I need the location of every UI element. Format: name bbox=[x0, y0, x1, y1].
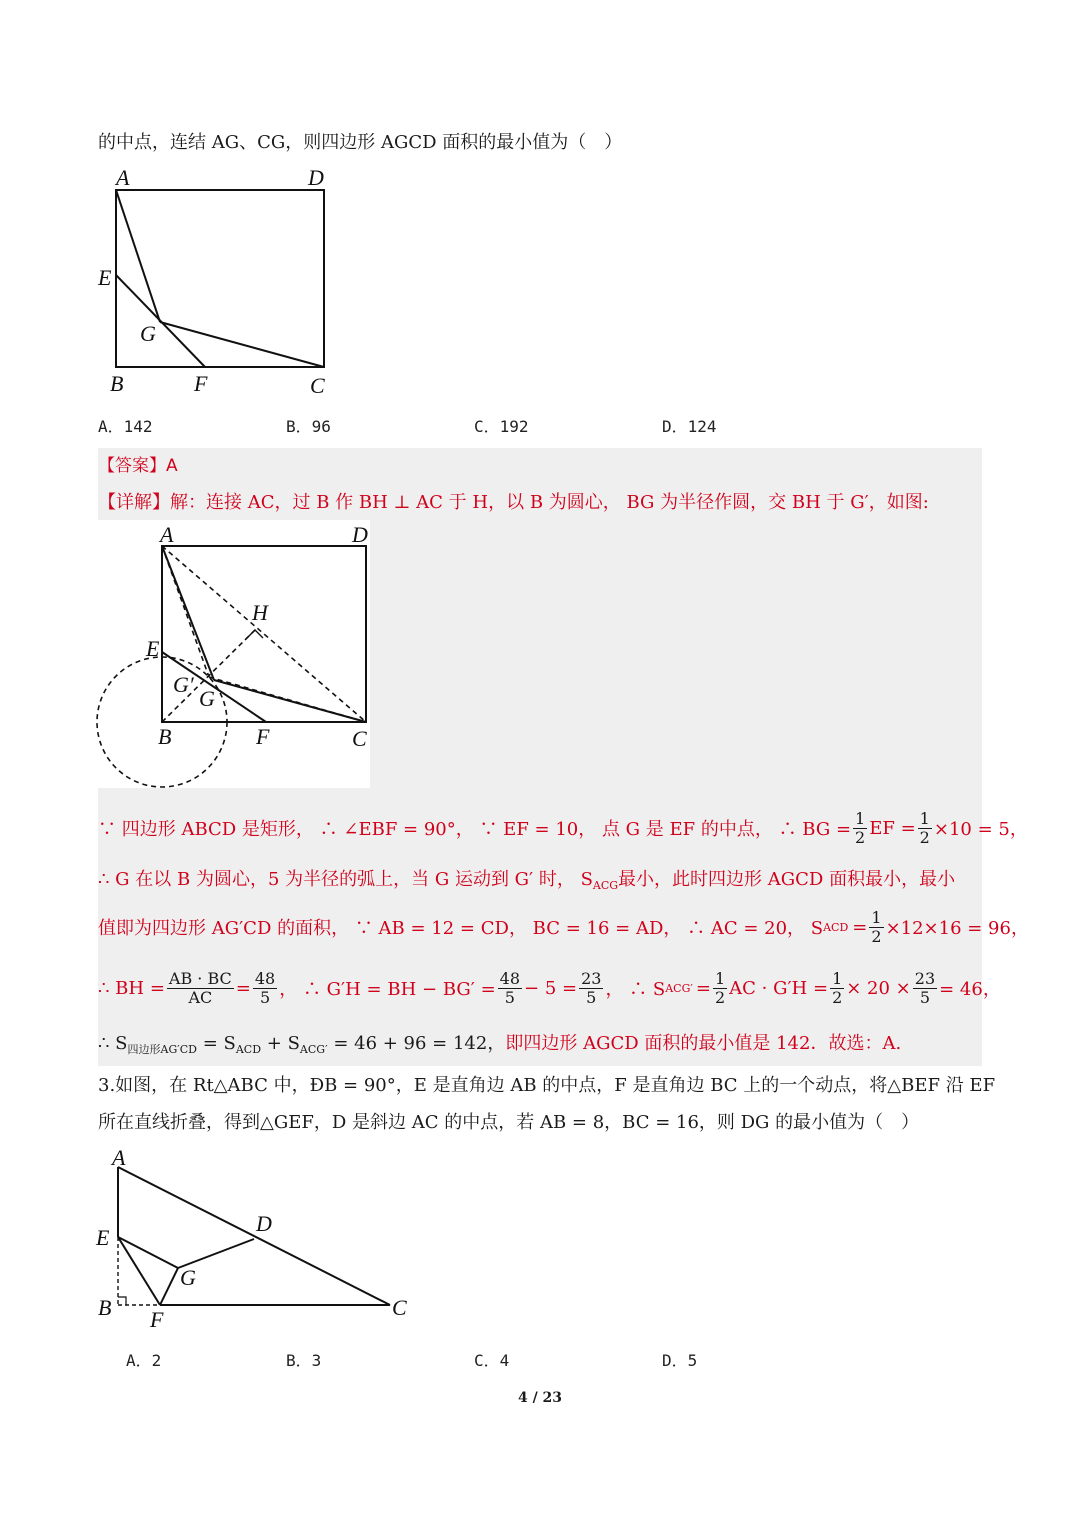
q2-label-d: D bbox=[308, 165, 324, 190]
sol-label-f: F bbox=[256, 724, 270, 749]
sol-l4-eq: = bbox=[235, 977, 251, 999]
q2-figure bbox=[90, 165, 350, 405]
sol-l4-frac-3b: $\frac{23}{5}$ bbox=[914, 968, 936, 1007]
q2-option-a[interactable]: A．142 bbox=[98, 417, 153, 436]
q3-label-d: D bbox=[256, 1211, 272, 1236]
sol-label-a: A bbox=[160, 522, 174, 547]
sol-label-d: D bbox=[352, 522, 368, 547]
q3-option-a[interactable]: A．2 bbox=[126, 1351, 162, 1370]
sol-l4-frac-1: $\frac{AB \cdot BC}{AC}$ bbox=[168, 968, 232, 1007]
sol-l5-sub2: ACD bbox=[235, 1043, 262, 1056]
sol-l3-sub: ACD bbox=[823, 920, 849, 934]
q2-label-g: G bbox=[140, 321, 156, 346]
q2-label-b: B bbox=[110, 371, 124, 396]
q3-label-g: G bbox=[180, 1265, 196, 1290]
sol-l5a: ∴ S bbox=[98, 1033, 128, 1054]
q2-label-f: F bbox=[194, 371, 208, 396]
q3-stem-line-1: 3.如图，在 Rt△ABC 中，ÐB = 90°，E 是直角边 AB 的中点，F 是直角边 BC 上的一个动点，将△BEF 沿 EF bbox=[98, 1075, 996, 1096]
q3-stem-line-2: 所在直线折叠，得到△GEF，D 是斜边 AC 的中点，若 AB = 8，BC = 16，则 DG 的最小值为（ ） bbox=[98, 1112, 920, 1133]
detail-tag: 【详解】 bbox=[98, 492, 170, 513]
sol-l4a: ∴ BH = bbox=[98, 977, 165, 999]
sol-l2b: 最小，此时四边形 AGCD 面积最小，最小 bbox=[618, 869, 956, 890]
q3-option-d[interactable]: D．5 bbox=[662, 1351, 698, 1370]
sol-l4h: = 46， bbox=[939, 979, 1001, 1000]
sol-l5e: 即四边形 AGCD 面积的最小值是 142．故选：A. bbox=[505, 1033, 902, 1054]
q3-label-e: E bbox=[96, 1225, 110, 1250]
sol-l4-frac-2: $\frac{48}{5}$ bbox=[254, 968, 276, 1007]
sol-l1a: ∵ 四边形 ABCD 是矩形， ∴ ∠EBF = 90°， ∵ EF = 10， 点 G 是 EF 的中点， ∴ BG = bbox=[98, 819, 852, 840]
solution-figure bbox=[96, 520, 386, 795]
q3-figure bbox=[90, 1145, 430, 1335]
sol-l4-frac-half-a: $\frac{1}{2}$ bbox=[714, 968, 726, 1007]
sol-label-h: H bbox=[252, 600, 268, 625]
sol-label-e: E bbox=[146, 636, 160, 661]
sol-l1b: EF = bbox=[869, 817, 916, 839]
sol-l4d: ， ∴ S bbox=[605, 979, 666, 1000]
q2-label-a: A bbox=[116, 165, 130, 190]
sol-l3b: = bbox=[852, 916, 868, 938]
sol-l5b: = S bbox=[202, 1033, 236, 1054]
solution-line-4 bbox=[98, 966, 1001, 1010]
sol-l4g: × 20 × bbox=[846, 977, 911, 999]
q3-label-f: F bbox=[150, 1307, 164, 1332]
q3-option-b[interactable]: B．3 bbox=[286, 1351, 322, 1370]
sol-l4-frac-3: $\frac{23}{5}$ bbox=[581, 968, 602, 1007]
answer-tag: 【答案】 bbox=[98, 456, 166, 476]
sol-label-g: G bbox=[199, 686, 215, 711]
q3-label-a: A bbox=[112, 1145, 126, 1170]
answer-line bbox=[98, 451, 178, 476]
q3-label-c: C bbox=[392, 1295, 407, 1320]
answer-value: A bbox=[166, 456, 178, 476]
sol-l3-frac: $\frac{1}{2}$ bbox=[871, 907, 882, 946]
sol-l4-frac-2b: $\frac{48}{5}$ bbox=[499, 968, 521, 1007]
sol-l2-sub: ACG bbox=[592, 879, 619, 892]
solution-line-3 bbox=[98, 905, 1029, 949]
sol-label-c: C bbox=[352, 726, 367, 751]
sol-l5c: + S bbox=[266, 1033, 300, 1054]
q3-label-b: B bbox=[98, 1295, 112, 1320]
sol-l4-frac-half-b: $\frac{1}{2}$ bbox=[832, 968, 843, 1007]
sol-l4-sub: ACG′ bbox=[665, 981, 693, 995]
detail-intro-line bbox=[98, 488, 929, 514]
page-number: 4 / 23 bbox=[517, 1390, 563, 1406]
sol-l5d: = 46 + 96 = 142， bbox=[333, 1033, 506, 1054]
q2-option-b[interactable]: B．96 bbox=[286, 417, 331, 436]
sol-l2a: ∴ G 在以 B 为圆心，5 为半径的弧上，当 G 运动到 G′ 时， S bbox=[98, 869, 593, 890]
sol-l4c: − 5 = bbox=[524, 977, 578, 999]
sol-label-g-prime: G′ bbox=[173, 672, 194, 697]
solution-line-5 bbox=[98, 1029, 901, 1057]
sol-l3c: ×12×16 = 96， bbox=[885, 918, 1029, 939]
sol-l5-sub: 四边形AG′CD bbox=[127, 1043, 197, 1056]
q2-option-c[interactable]: C．192 bbox=[474, 417, 529, 436]
q2-stem: 的中点，连结 AG、CG，则四边形 AGCD 面积的最小值为（ ） bbox=[98, 132, 623, 153]
sol-l1c: ×10 = 5， bbox=[933, 819, 1028, 840]
q2-option-d[interactable]: D．124 bbox=[662, 417, 717, 436]
q2-label-c: C bbox=[310, 373, 325, 398]
sol-l5-sub3: ACG′ bbox=[299, 1043, 328, 1056]
sol-l1-frac-a: $\frac{1}{2}$ bbox=[855, 808, 866, 847]
detail-intro: 解：连接 AC，过 B 作 BH ⊥ AC 于 H，以 B 为圆心， BG 为半径作圆，交 BH 于 G′，如图: bbox=[170, 492, 929, 513]
q3-option-c[interactable]: C．4 bbox=[474, 1351, 510, 1370]
sol-l1-frac-b: $\frac{1}{2}$ bbox=[919, 808, 930, 847]
sol-l4b: ， ∴ G′H = BH − BG′ = bbox=[279, 979, 496, 1000]
sol-l3a: 值即为四边形 AG′CD 的面积， ∵ AB = 12 = CD， BC = 16 = AD， ∴ AC = 20， S bbox=[98, 918, 824, 939]
solution-line-1 bbox=[98, 806, 1028, 850]
sol-l4f: AC · G′H = bbox=[729, 977, 829, 999]
sol-label-b: B bbox=[158, 724, 172, 749]
q2-label-e: E bbox=[98, 265, 112, 290]
sol-l4e: = bbox=[695, 977, 711, 999]
solution-line-2 bbox=[98, 865, 955, 892]
